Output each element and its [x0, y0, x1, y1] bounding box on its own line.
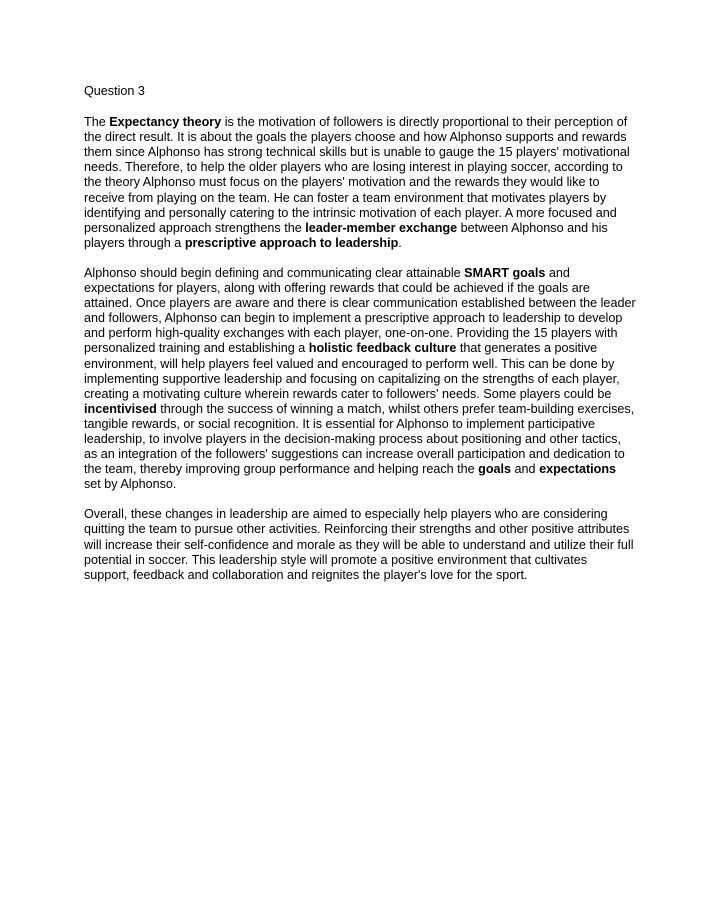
bold-term: incentivised	[84, 401, 157, 416]
bold-term: leader-member exchange	[305, 220, 458, 235]
paragraph-2	[84, 266, 636, 492]
text-run: .	[398, 235, 402, 250]
bold-term: SMART goals	[464, 265, 546, 280]
paragraph-1	[84, 115, 636, 251]
text-run: The	[84, 115, 110, 130]
document-page	[84, 84, 636, 598]
bold-term: prescriptive approach to leadership	[184, 235, 399, 250]
text-run: that generates a positive environment, will help players feel valued and encouraged to perform well. This can be done by implementing supportive leadership and focusing on capitalizing on the strengths of each player, creating a motivating culture wherein rewards cater to followers' needs. Some players could be	[84, 341, 620, 401]
question-heading: Question 3	[84, 84, 145, 98]
text-run: through the success of winning a match, whilst others prefer team-building exercises, tangible rewards, or social recognition. It is essential for Alphonso to implement participative leadership, to involve players in the decision-making process about positioning and other tactics, as an integration of the followers' suggestions can increase overall participation and dedication to the team, thereby improving group performance and helping reach the	[84, 401, 635, 477]
text-run: set by Alphonso.	[84, 477, 177, 492]
bold-term: Expectancy theory	[109, 115, 222, 130]
body-paragraphs	[84, 115, 636, 583]
text-run: and expectations for players, along with offering rewards that could be achieved if the goals are attained. Once players are aware and there is clear communication established between the leader and followers, Alphonso can begin to implement a prescriptive approach to leadership to develop and perform high-quality exchanges with each player, one-on-one. Providing the 15 players with personalized training and establishing a	[84, 265, 636, 356]
bold-term: goals	[478, 462, 512, 477]
paragraph-3	[84, 507, 636, 582]
bold-term: expectations	[539, 462, 617, 477]
text-run: is the motivation of followers is directly proportional to their perception of the direct result. It is about the goals the players choose and how Alphonso supports and rewards them since Alphonso has strong technical skills but is unable to gauge the 15 players' motivational needs. Therefore, to help the older players who are losing interest in playing soccer, according to the theory Alphonso must focus on the players' motivation and the rewards they would like to receive from playing on the team. He can foster a team environment that motivates players by identifying and personally catering to the intrinsic motivation of each player. A more focused and personalized approach strengthens the	[84, 115, 630, 235]
text-run: between Alphonso and his players through a	[84, 220, 608, 250]
text-run: and	[511, 462, 540, 477]
bold-term: holistic feedback culture	[308, 341, 457, 356]
text-run: Alphonso should begin defining and communicating clear attainable	[84, 265, 465, 280]
text-run: Overall, these changes in leadership are aimed to especially help players who are considering quitting the team to pursue other activities. Reinforcing their strengths and other positive attributes will increase their self-confidence and morale as they will be able to understand and utilize their full potential in soccer. This leadership style will promote a positive environment that cultivates support, feedback and collaboration and reignites the player's love for the sport.	[84, 507, 634, 582]
